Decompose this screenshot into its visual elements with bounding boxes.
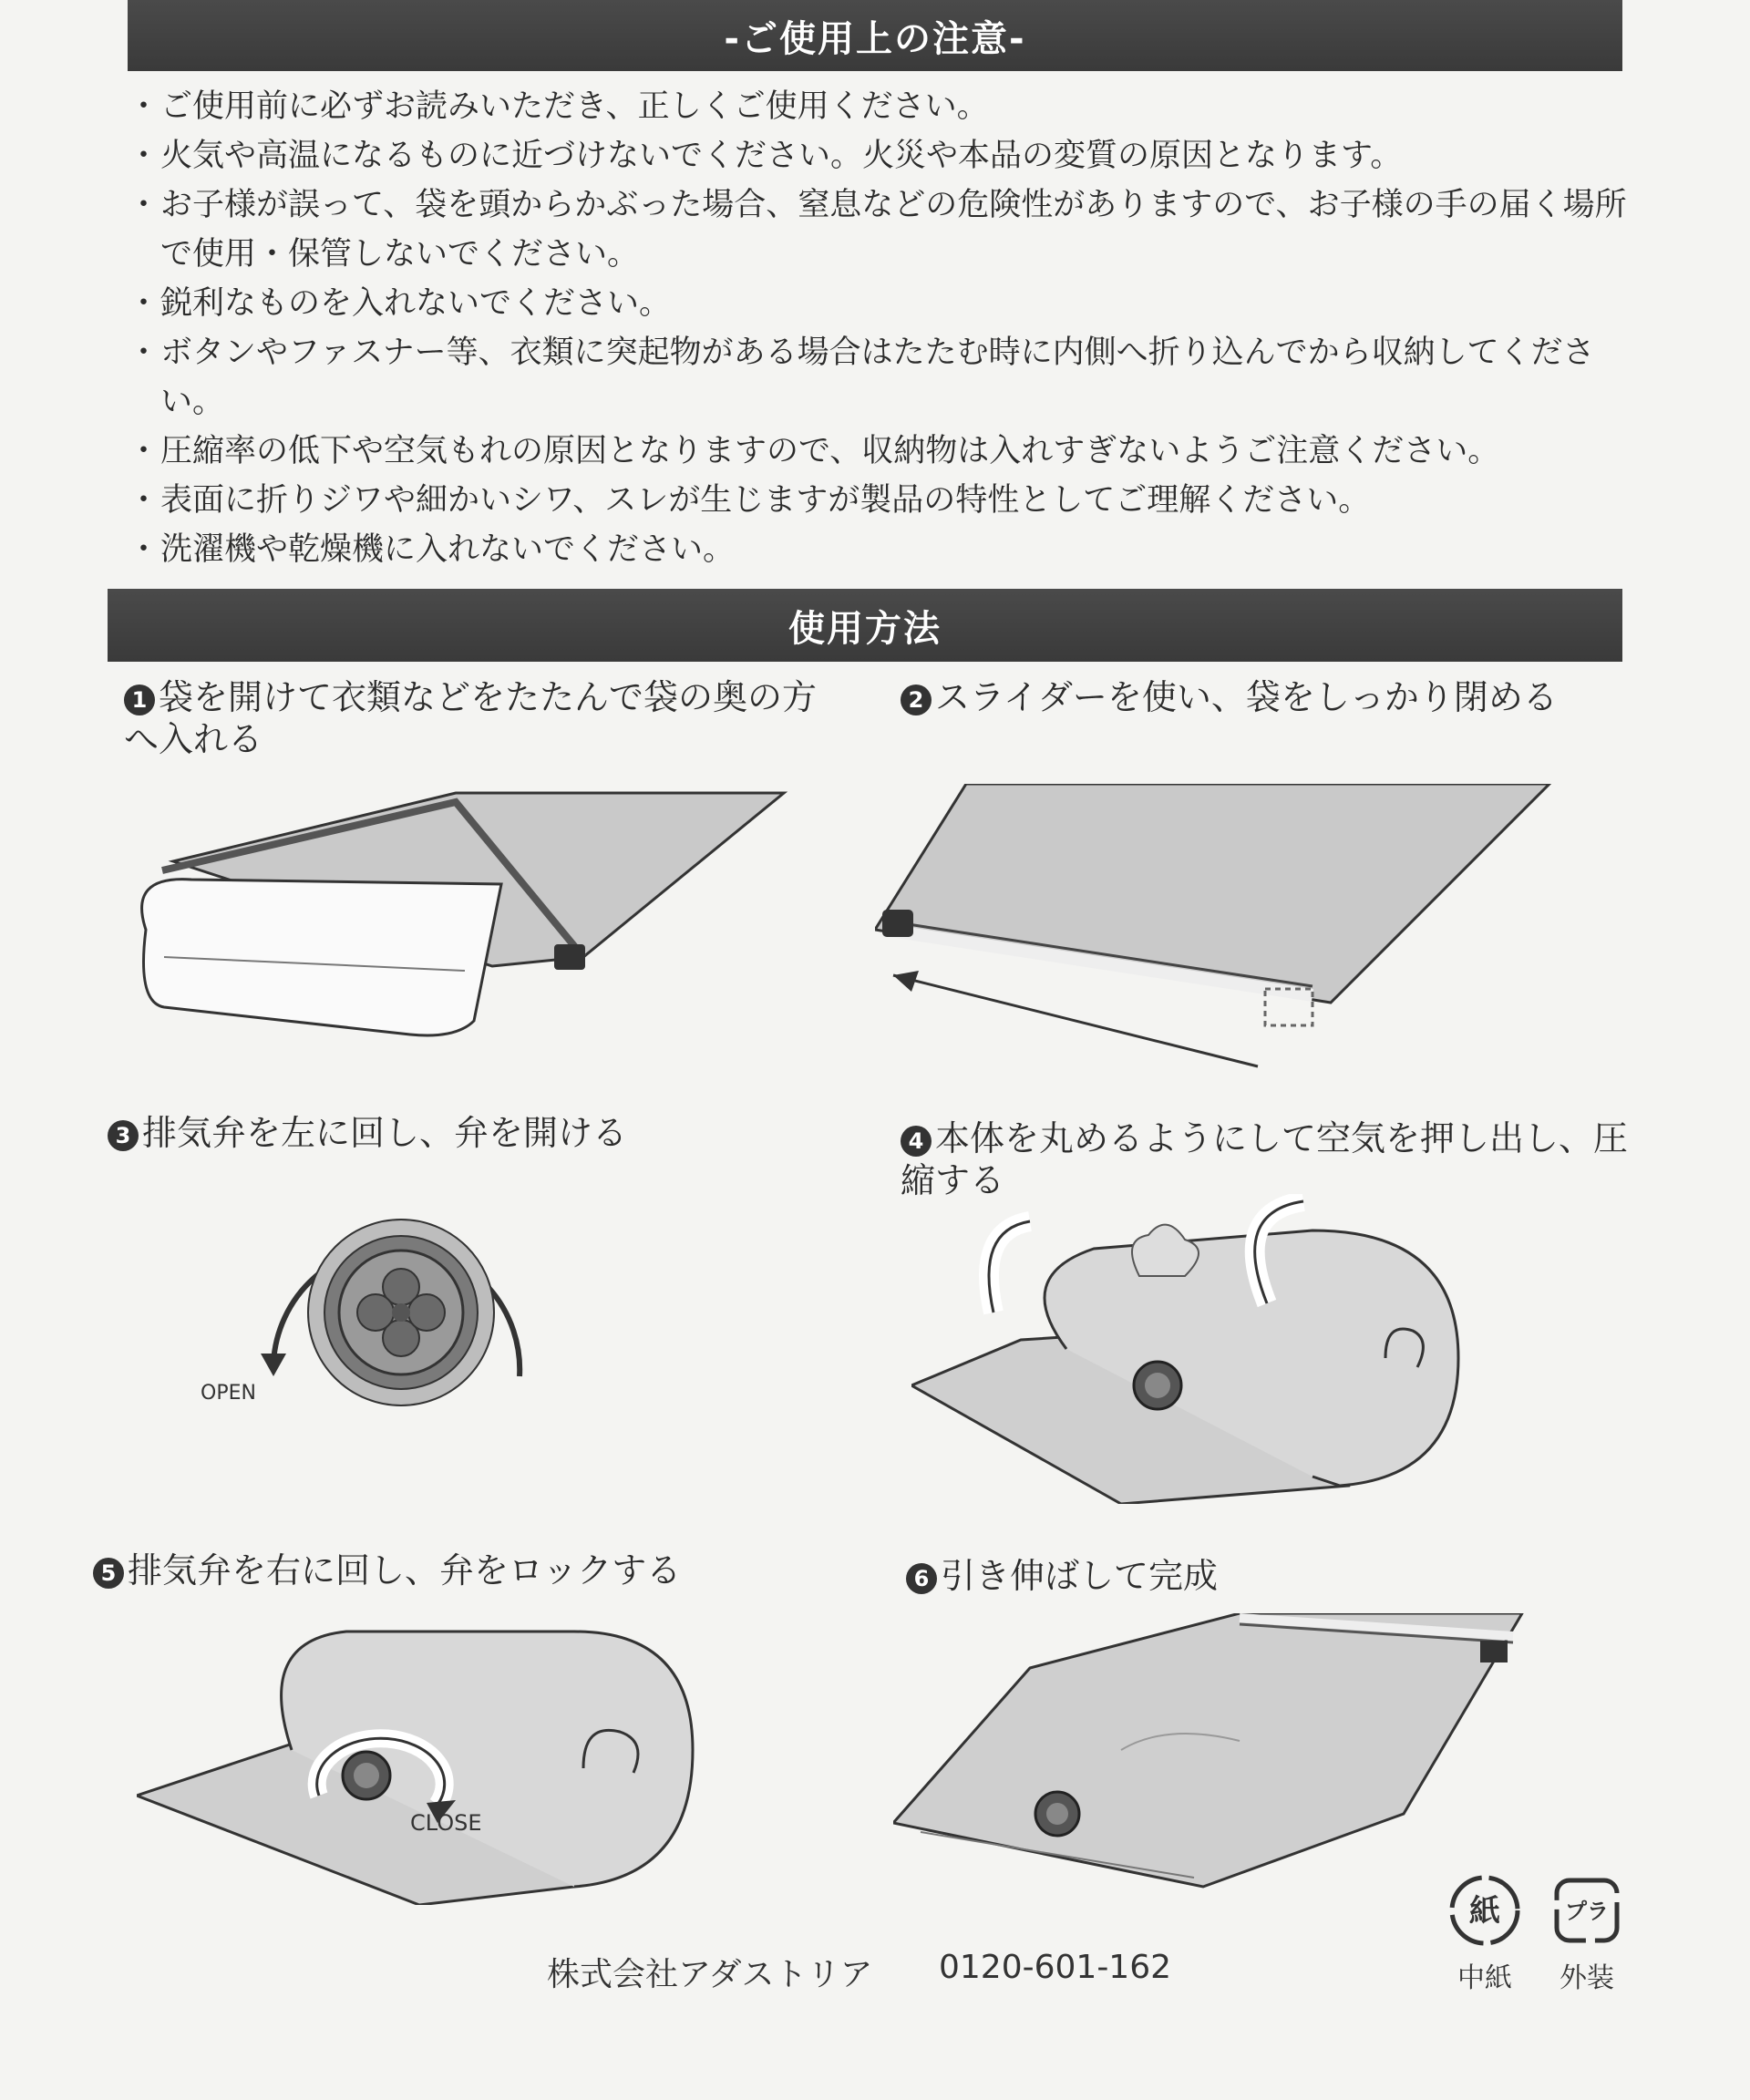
rotate-left-arrow-icon bbox=[261, 1354, 286, 1376]
step-1-illustration bbox=[109, 775, 802, 1066]
plastic-recycle-label: 外装 bbox=[1560, 1962, 1614, 1994]
company-name: 株式会社アダストリア bbox=[547, 1956, 873, 1993]
step-6-illustration bbox=[893, 1613, 1531, 1896]
plastic-recycle-mark-text: プラ bbox=[1565, 1899, 1609, 1924]
step-5-illustration bbox=[137, 1613, 702, 1905]
step-2-title bbox=[901, 676, 1630, 718]
caution-item: ・ ご使用前に必ずお読みいただき、正しくご使用ください。 bbox=[128, 82, 1632, 131]
step-number: 3 bbox=[108, 1120, 139, 1151]
paper-recycle-icon bbox=[1447, 1873, 1522, 1948]
paper-recycle-mark-text: 紙 bbox=[1469, 1893, 1500, 1930]
step-4-title bbox=[901, 1117, 1630, 1201]
step-text: 排気弁を左に回し、弁を開ける bbox=[142, 1113, 628, 1153]
step-5-title bbox=[93, 1549, 804, 1591]
step-text: 引き伸ばして完成 bbox=[941, 1556, 1219, 1596]
step-number: 4 bbox=[901, 1126, 932, 1157]
step-number: 6 bbox=[906, 1563, 937, 1594]
step-3-title bbox=[108, 1112, 818, 1154]
step-6-title bbox=[906, 1555, 1635, 1597]
caution-item: ・ 火気や高温になるものに近づけないでください。火災や本品の変質の原因となります。 bbox=[128, 131, 1632, 180]
caution-item: ・ 表面に折りジワや細かいシワ、スレが生じますが製品の特性としてご理解ください。 bbox=[128, 476, 1632, 525]
caution-item: ・ 圧縮率の低下や空気もれの原因となりますので、収納物は入れすぎないようご注意ください。 bbox=[128, 427, 1632, 476]
step-2-illustration bbox=[875, 784, 1568, 1085]
phone-number: 0120-601-162 bbox=[939, 1949, 1172, 1986]
step-4-illustration bbox=[911, 1194, 1477, 1504]
cautions-title: -ご使用上の注意- bbox=[128, 0, 1622, 71]
caution-list bbox=[128, 82, 1632, 574]
step-number: 1 bbox=[124, 685, 155, 715]
plastic-recycle-icon bbox=[1549, 1873, 1624, 1948]
close-label: CLOSE bbox=[410, 1810, 482, 1836]
step-text: 袋を開けて衣類などをたたんで袋の奥の方へ入れる bbox=[124, 677, 818, 759]
open-label: OPEN bbox=[201, 1382, 256, 1405]
step-text: 本体を丸めるようにして空気を押し出し、圧縮する bbox=[901, 1118, 1629, 1200]
paper-recycle-mark bbox=[1447, 1873, 1522, 1995]
plastic-recycle-mark bbox=[1549, 1873, 1624, 1995]
step-1-title bbox=[124, 676, 835, 760]
step-text: スライダーを使い、袋をしっかり閉める bbox=[935, 677, 1558, 717]
step-3-illustration bbox=[191, 1194, 556, 1431]
caution-item: ・ ボタンやファスナー等、衣類に突起物がある場合はたたむ時に内側へ折り込んでから収納してください。 bbox=[128, 328, 1632, 427]
caution-item: ・ 洗濯機や乾燥機に入れないでください。 bbox=[128, 525, 1632, 574]
step-text: 排気弁を右に回し、弁をロックする bbox=[128, 1550, 682, 1590]
step-number: 2 bbox=[901, 685, 932, 715]
caution-item: ・ お子様が誤って、袋を頭からかぶった場合、窒息などの危険性がありますので、お子様の手の届く場所で使用・保管しないでください。 bbox=[128, 180, 1632, 279]
step-number: 5 bbox=[93, 1558, 124, 1589]
paper-recycle-label: 中紙 bbox=[1457, 1962, 1512, 1994]
caution-item: ・ 鋭利なものを入れないでください。 bbox=[128, 279, 1632, 328]
usage-title: 使用方法 bbox=[108, 589, 1622, 662]
